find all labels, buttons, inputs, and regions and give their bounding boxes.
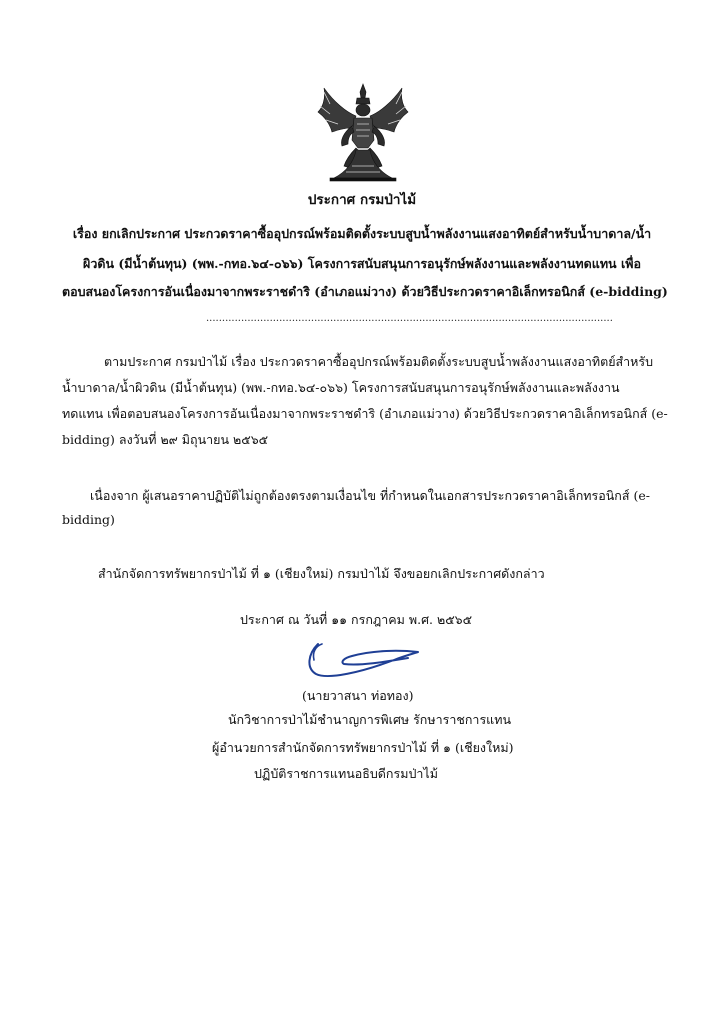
subject-line-3: ตอบสนองโครงการอันเนื่องมาจากพระราชดำริ (อำเภอแม่วาง) ด้วยวิธีประกวดราคาอิเล็กทรอนิกส์ (e-bidding) <box>62 284 668 299</box>
signer-name: (นายวาสนา ท่อทอง) <box>302 688 414 703</box>
announcement-date: ประกาศ ณ วันที่ ๑๑ กรกฎาคม พ.ศ. ๒๕๖๕ <box>240 612 473 627</box>
garuda-emblem-icon <box>316 82 410 182</box>
subject-line-1: เรื่อง ยกเลิกประกาศ ประกวดราคาซื้ออุปกรณ์พร้อมติดตั้งระบบสูบน้ำพลังงานแสงอาทิตย์สำหรับน้ำบาดาล/น้ำ <box>72 226 652 241</box>
signer-position-line-2: ผู้อำนวยการสำนักจัดการทรัพยากรป่าไม้ ที่ ๑ (เชียงใหม่) <box>212 740 514 755</box>
paragraph-2-line-2: bidding) <box>62 512 115 527</box>
paragraph-2-line-1: เนื่องจาก ผู้เสนอราคาปฏิบัติไม่ถูกต้องตรงตามเงื่อนไข ที่กำหนดในเอกสารประกวดราคาอิเล็กทรอนิกส์ (e- <box>90 488 650 503</box>
dotted-separator: ................................................................................................................................ <box>206 313 613 324</box>
paragraph-3: สำนักจัดการทรัพยากรป่าไม้ ที่ ๑ (เชียงใหม่) กรมป่าไม้ จึงขอยกเลิกประกาศดังกล่าว <box>98 566 545 581</box>
paragraph-1-line-3: ทดแทน เพื่อตอบสนองโครงการอันเนื่องมาจากพระราชดำริ (อำเภอแม่วาง) ด้วยวิธีประกวดราคาอิเล็กทรอนิกส์ (e- <box>62 406 668 421</box>
subject-line-2: ผิวดิน (มีน้ำต้นทุน) (พพ.-กทอ.๖๔-๐๖๖) โครงการสนับสนุนการอนุรักษ์พลังงานและพลังงานทดแทน เพื่อ <box>83 256 641 271</box>
paragraph-1-line-4: bidding) ลงวันที่ ๒๙ มิถุนายน ๒๕๖๕ <box>62 432 269 447</box>
handwritten-signature-icon <box>304 638 422 686</box>
paragraph-1-line-1: ตามประกาศ กรมป่าไม้ เรื่อง ประกวดราคาซื้ออุปกรณ์พร้อมติดตั้งระบบสูบน้ำพลังงานแสงอาทิตย์สำหรับ <box>104 354 654 369</box>
document-title: ประกาศ กรมป่าไม้ <box>307 192 417 208</box>
paragraph-1-line-2: น้ำบาดาล/น้ำผิวดิน (มีน้ำต้นทุน) (พพ.-กทอ.๖๔-๐๖๖) โครงการสนับสนุนการอนุรักษ์พลังงานและพลังงาน <box>62 380 620 395</box>
signer-position-line-1: นักวิชาการป่าไม้ชำนาญการพิเศษ รักษาราชการแทน <box>228 712 511 727</box>
signer-position-line-3: ปฏิบัติราชการแทนอธิบดีกรมป่าไม้ <box>254 766 438 781</box>
